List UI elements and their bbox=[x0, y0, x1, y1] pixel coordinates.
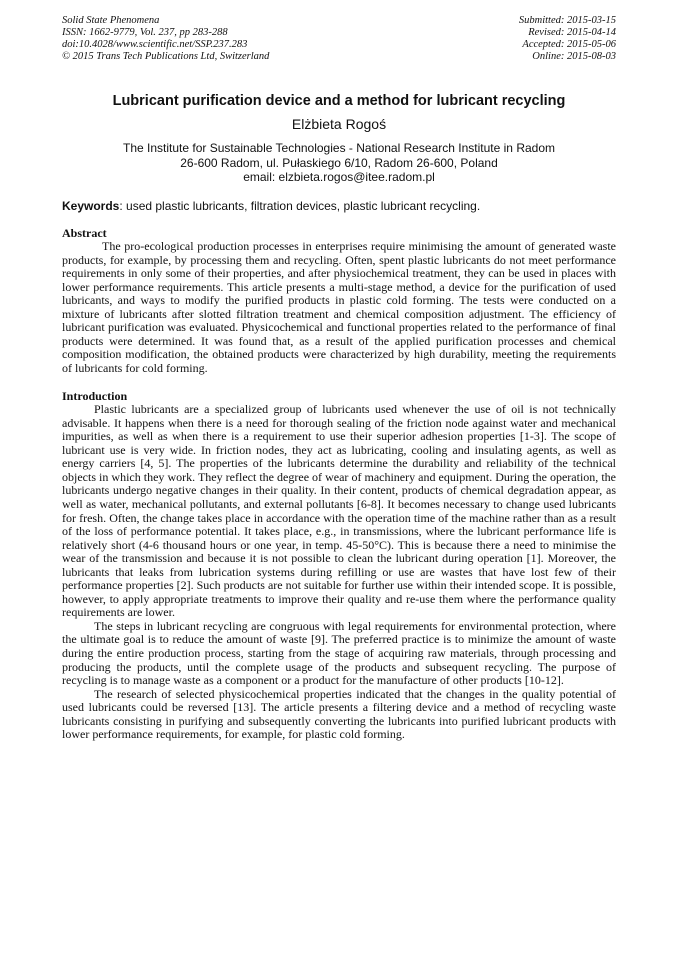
abstract-heading: Abstract bbox=[62, 225, 107, 240]
online-date: Online: 2015-08-03 bbox=[532, 51, 616, 62]
keywords-line bbox=[62, 199, 616, 213]
revised-date: Revised: 2015-04-14 bbox=[528, 27, 616, 38]
introduction-heading: Introduction bbox=[62, 388, 128, 403]
issn-info: ISSN: 1662-9779, Vol. 237, pp 283-288 bbox=[62, 27, 228, 38]
author-affiliation bbox=[62, 141, 616, 185]
paper-page bbox=[62, 15, 616, 742]
paper-title: Lubricant purification device and a method for lubricant recycling bbox=[112, 93, 566, 109]
affiliation-email[interactable]: email: elzbieta.rogos@itee.radom.pl bbox=[243, 170, 435, 184]
keywords-text: : used plastic lubricants, filtration devices, plastic lubricant recycling. bbox=[119, 198, 481, 213]
publication-info bbox=[62, 15, 269, 63]
keywords-label: Keywords bbox=[62, 198, 120, 213]
intro-paragraph: Plastic lubricants are a specialized group of lubricants used whenever the use of oil is not technically advisable. It happens when there is a need for thorough sealing of the friction node against water and mechanical impurities, as well as when there is a requirement to use their superior adhesion properties [1-3]. The scope of lubricant use is very wide. In friction nodes, they act as lubricating, cooling and insulating agents, as well as energy carriers [4, 5]. The properties of the lubricants determine the durability and reliability of the technical objects in which they work. They reflect the degree of wear of machinery and equipment. During the operation, the lubricants undergo negative changes in their quality. In their content, products of chemical degradation appear, as well as water, mechanical pollutants, and external pollutants [6-8]. It becomes necessary to change used lubricants for fresh. Often, the change takes place in accordance with the operation time of the machine rather than as a result of the loss of performance potential. It takes place, e.g., in transmissions, where the lubricant performance life is relatively short (4-6 thousand hours or one year, in temp. 45-50°C). This is because there a need to minimise the wear of the transmission and because it is not possible to clean the lubricant during operation [1]. Moreover, the lubricants that leaks from lubrication systems during refilling or use are wastes that have lost few of their performance properties [2]. Such products are not suitable for further use within their intended scope. It is possible, however, to apply appropriate treatments to improve their quality and re-use them where the performance quality requirements are lower. bbox=[62, 402, 616, 620]
publication-dates bbox=[519, 15, 616, 63]
affiliation-address: 26-600 Radom, ul. Pułaskiego 6/10, Radom 26-600, Poland bbox=[180, 155, 498, 170]
accepted-date: Accepted: 2015-05-06 bbox=[522, 39, 616, 50]
intro-paragraph: The research of selected physicochemical properties indicated that the changes in the quality potential of used lubricants could be reversed [13]. The article presents a filtering device and a method of recycling waste lubricants consisting in purifying and subsequently converting the lubricants into purified lubricant products with lower performance requirements, for example, for plastic cold forming. bbox=[62, 686, 616, 742]
submitted-date: Submitted: 2015-03-15 bbox=[518, 15, 616, 26]
copyright-notice: © 2015 Trans Tech Publications Ltd, Switzerland bbox=[62, 51, 270, 62]
doi-link[interactable]: doi:10.4028/www.scientific.net/SSP.237.283 bbox=[62, 39, 248, 50]
abstract-text: The pro-ecological production processes in enterprises require minimising the amount of generated waste products, for example, by processing them and recycling. Often, spent plastic lubricants do not meet performance requirements in only some of their properties, and after physiochemical treatment, they can be used in places with lower performance requirements. This article presents a multi-stage method, a device for the purification of used lubricants, and ways to modify the purified products in plastic cold forming. The tests were conducted on a mixture of lubricants after slotted filtration treatment and chemical composition adjustment. The efficiency of lubricant purification was evaluated. Physicochemical and functional properties related to the performance of final products were determined. It was found that, as a result of the applied purification processes and chemical composition modification, the obtained products were characterized by high durability, meeting the requirements of lubricants for cold forming. bbox=[62, 239, 616, 376]
intro-paragraph: The steps in lubricant recycling are congruous with legal requirements for environmental protection, where the ultimate goal is to reduce the amount of waste [9]. The preferred practice is to minimize the amount of waste during the entire production process, starting from the stage of acquiring raw materials, through processing and producing the products, until the complete usage of the products and subsequent recycling. The purpose of recycling is to manage waste as a component or a product for the manufacture of other products [10-12]. bbox=[62, 618, 616, 688]
author-name: Elżbieta Rogoś bbox=[291, 116, 387, 132]
publication-header bbox=[62, 15, 616, 63]
journal-name: Solid State Phenomena bbox=[62, 15, 160, 26]
affiliation-institute: The Institute for Sustainable Technologies - National Research Institute in Radom bbox=[122, 141, 556, 155]
